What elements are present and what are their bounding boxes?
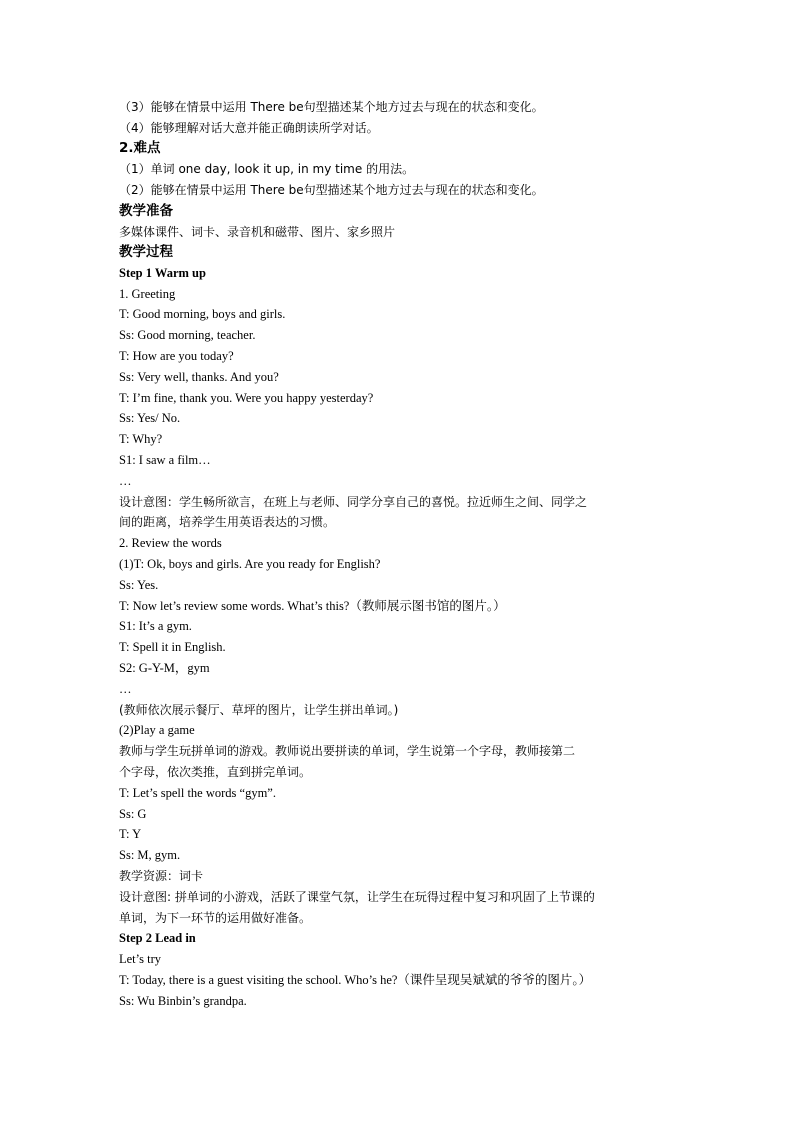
review-words-heading: 2. Review the words (119, 536, 222, 550)
teacher-note: (教师依次展示餐厅、草坪的图片，让学生拼出单词。) (119, 703, 399, 717)
dialogue-line: T: Spell it in English. (119, 640, 226, 654)
dialogue-line: T: How are you today? (119, 349, 234, 363)
difficulty-2: （2）能够在情景中运用 There be句型描述某个地方过去与现在的状态和变化。 (119, 183, 544, 197)
ellipsis: … (119, 682, 132, 696)
greeting-heading: 1. Greeting (119, 287, 176, 301)
dialogue-line: Ss: Yes/ No. (119, 411, 181, 425)
design-intent-1: 设计意图：学生畅所欲言，在班上与老师、同学分享自己的喜悦。拉近师生之间、同学之 (119, 495, 588, 509)
dialogue-line: T: Y (119, 827, 142, 841)
game-description: 教师与学生玩拼单词的游戏。教师说出要拼读的单词，学生说第一个字母，教师接第二 (119, 744, 576, 758)
step2-heading: Step 2 Lead in (119, 931, 196, 945)
game-description-cont: 个字母，依次类推，直到拼完单词。 (119, 765, 312, 779)
dialogue-line: Ss: Very well, thanks. And you? (119, 370, 279, 384)
preparation-materials: 多媒体课件、词卡、录音机和磁带、图片、家乡照片 (119, 225, 396, 239)
dialogue-line: S2: G-Y-M，gym (119, 661, 210, 675)
dialogue-line: T: Why? (119, 432, 163, 446)
dialogue-line: S1: I saw a film… (119, 453, 211, 467)
design-intent-1-cont: 间的距离，培养学生用英语表达的习惯。 (119, 515, 336, 529)
design-intent-2: 设计意图: 拼单词的小游戏，活跃了课堂气氛，让学生在玩得过程中复习和巩固了上节课的 (119, 890, 595, 904)
objective-4: （4）能够理解对话大意并能正确朗读所学对话。 (119, 121, 379, 135)
teaching-resource: 教学资源：词卡 (119, 869, 204, 883)
dialogue-line: Ss: G (119, 807, 147, 821)
design-intent-2-cont: 单词，为下一环节的运用做好准备。 (119, 911, 312, 925)
dialogue-line: Ss: Good morning, teacher. (119, 328, 256, 342)
dialogue-line: Ss: M, gym. (119, 848, 181, 862)
step1-heading: Step 1 Warm up (119, 266, 206, 280)
difficulty-1: （1）单词 one day, look it up, in my time 的用法。 (119, 162, 415, 176)
dialogue-line: T: Today, there is a guest visiting the school. Who’s he?（课件呈现吴斌斌的爷爷的图片。） (119, 973, 592, 987)
dialogue-line: T: I’m fine, thank you. Were you happy yesterday? (119, 391, 374, 405)
dialogue-line: Ss: Wu Binbin’s grandpa. (119, 994, 247, 1008)
section-process-heading: 教学过程 (119, 244, 173, 260)
section-preparation-heading: 教学准备 (119, 203, 173, 219)
dialogue-line: T: Good morning, boys and girls. (119, 307, 286, 321)
section-difficulties-heading: 2.难点 (119, 140, 161, 156)
lets-try-heading: Let’s try (119, 952, 162, 966)
dialogue-line: S1: It’s a gym. (119, 619, 192, 633)
objective-3: （3）能够在情景中运用 There be句型描述某个地方过去与现在的状态和变化。 (119, 100, 544, 114)
dialogue-line: (1)T: Ok, boys and girls. Are you ready for English? (119, 557, 381, 571)
dialogue-line: T: Now let’s review some words. What’s this?（教师展示图书馆的图片。） (119, 599, 506, 613)
dialogue-line: Ss: Yes. (119, 578, 159, 592)
ellipsis: … (119, 474, 132, 488)
dialogue-line: T: Let’s spell the words “gym”. (119, 786, 276, 800)
play-game-heading: (2)Play a game (119, 723, 195, 737)
